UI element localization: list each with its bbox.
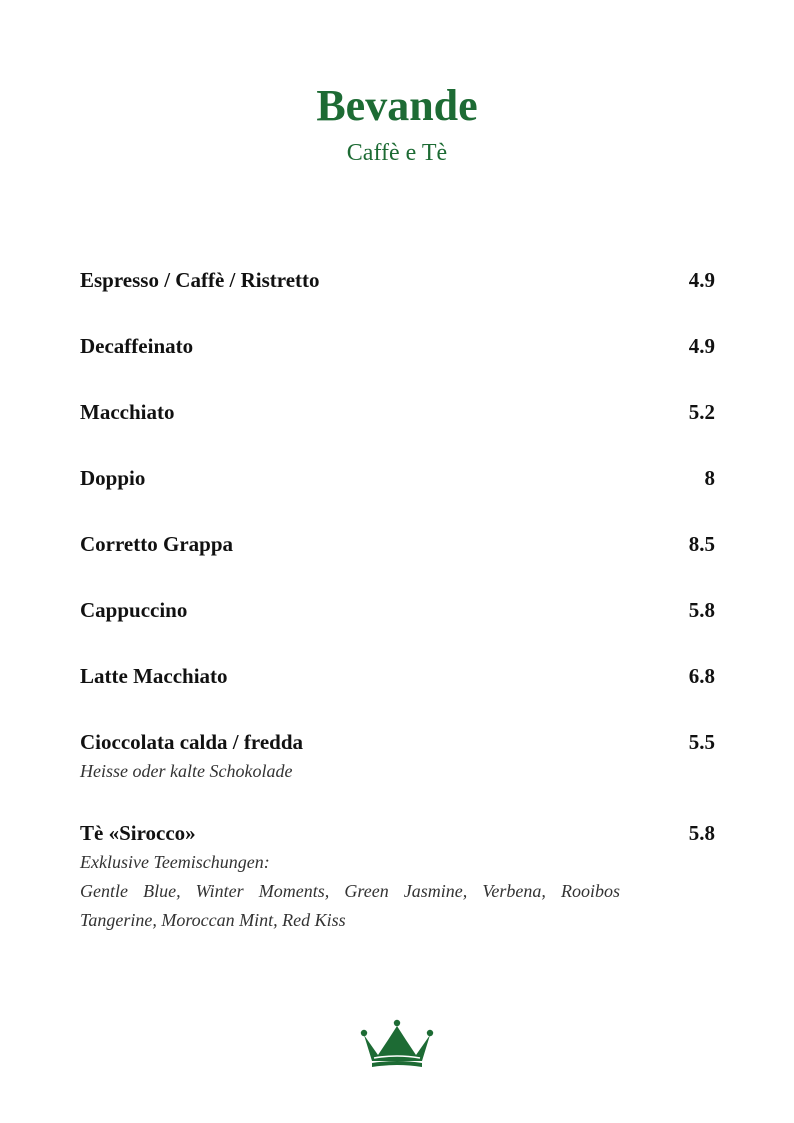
- menu-item-macchiato: [80, 398, 715, 427]
- menu-item-corretto-grappa: [80, 530, 715, 559]
- menu-item-cioccolata: [80, 728, 715, 786]
- menu-item-price: 8.5: [688, 532, 715, 556]
- crown-icon: [360, 1018, 434, 1068]
- menu-item-espresso: [80, 266, 715, 295]
- menu-item-price: 4.9: [688, 268, 715, 292]
- page-title: Bevande: [316, 81, 478, 130]
- menu-item-name: Espresso / Caffè / Ristretto: [80, 268, 320, 292]
- menu-item-price: 5.8: [688, 821, 715, 845]
- menu-header: [0, 80, 794, 168]
- menu-item-latte-macchiato: [80, 662, 715, 691]
- menu-item-price: 5.2: [688, 400, 715, 424]
- menu-item-description: Exklusive Teemischungen:: [80, 852, 270, 872]
- menu-item-price: 6.8: [688, 664, 715, 688]
- menu-item-te-sirocco: [80, 819, 715, 935]
- menu-item-decaffeinato: [80, 332, 715, 361]
- menu-item-name: Tè «Sirocco»: [80, 821, 196, 845]
- menu-item-name: Corretto Grappa: [80, 532, 233, 556]
- menu-item-name: Cappuccino: [80, 598, 188, 622]
- menu-item-name: Cioccolata calda / fredda: [80, 730, 304, 754]
- menu-item-price: 4.9: [688, 334, 715, 358]
- menu-item-price: 5.5: [688, 730, 715, 754]
- menu-item-name: Doppio: [80, 466, 146, 490]
- menu-item-description: Heisse oder kalte Schokolade: [80, 761, 293, 781]
- menu-item-description: Gentle Blue, Winter Moments, Green Jasmine, Verbena, Rooibos Tangerine, Moroccan Mint, Red Kiss: [80, 881, 620, 930]
- menu-item-price: 8: [704, 466, 715, 490]
- drinks-list: [80, 266, 715, 972]
- menu-item-cappuccino: [80, 596, 715, 625]
- menu-item-name: Macchiato: [80, 400, 175, 424]
- menu-item-name: Decaffeinato: [80, 334, 194, 358]
- page-subtitle: Caffè e Tè: [346, 140, 448, 166]
- menu-item-name: Latte Macchiato: [80, 664, 228, 688]
- menu-item-price: 5.8: [688, 598, 715, 622]
- menu-item-doppio: [80, 464, 715, 493]
